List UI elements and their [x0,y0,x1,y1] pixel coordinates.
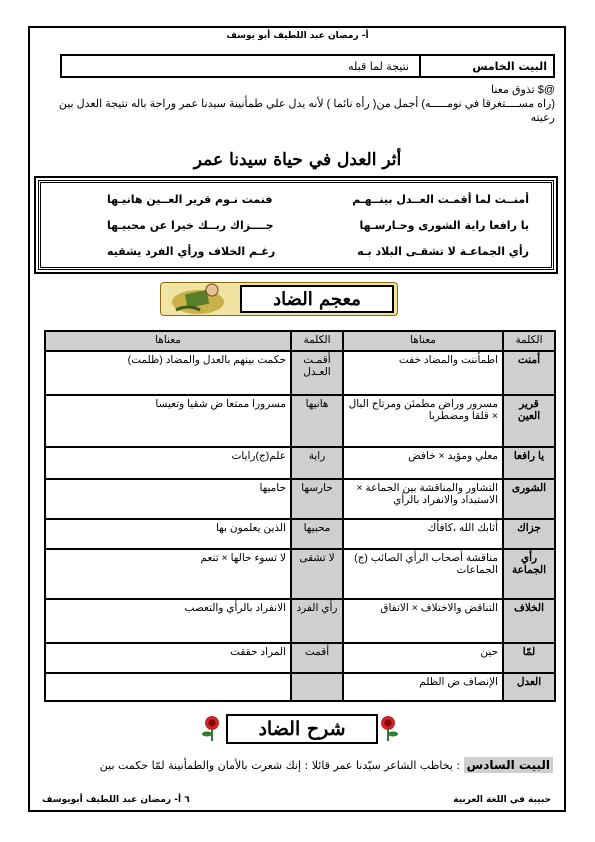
table-meaning: حين [343,643,503,673]
table-word: قرير العين [503,395,555,447]
table-row [45,395,555,447]
table-meaning: مناقشة أصحاب الرأي الصائب (ج) الجماعات [343,549,503,599]
table-meaning [45,673,291,701]
table-word: لمّا [503,643,555,673]
explain-banner [200,712,400,744]
verse-six-line [33,758,553,772]
poem-line-3-left: رغـم الخلاف ورأي الفرد يشقيه [107,245,276,258]
lexicon-table [44,330,556,702]
table-word: أقمت [291,643,343,673]
table-word: حارسها [291,479,343,519]
taste-text: (راه مســــتغرقا في نومـــــه) أجمل من( رأه نائما ) لأنه يدل علي طمأنينة سيدنا عمر وراحة باله نتيجة العدل بين رعيته [58,98,555,124]
verse-six-text: : يخاطب الشاعر سيّدنا عمر قائلا : إنك شعرت بالأمان والطمأنينة لمّا حكمت بين [99,759,461,772]
table-meaning: التشاور والمناقشة بين الجماعة × الاستبداد والانفراد بالرأي [343,479,503,519]
table-word: العدل [503,673,555,701]
table-row [45,519,555,549]
table-word: أقمـت العـدل [291,351,343,395]
rose-icon [376,714,400,742]
verse-five-row [60,54,555,78]
verse-five-label: البيت الخامس [419,56,553,76]
explain-title: شرح الضاد [258,718,346,740]
lexicon-title: معجم الضاد [273,288,361,310]
table-meaning: علم(ج)رايات [45,447,291,479]
table-word: جزاك [503,519,555,549]
table-meaning: الإنصاف ض الظلم [343,673,503,701]
table-meaning: حاميها [45,479,291,519]
table-word: الخلاف [503,599,555,643]
table-row [45,447,555,479]
table-word: راية [291,447,343,479]
header-word-1: الكلمة [503,331,555,351]
table-row [45,549,555,599]
taste-title: @$ تذوق معنا [491,84,555,96]
poem-line-1-left: فنمت نـوم قرير العــين هانيـها [107,193,273,206]
table-word: يا رافعا [503,447,555,479]
table-meaning: اطمأننت والمضاد خفت [343,351,503,395]
footer-author: ٦ أ- رمضان عبد اللطيف أبويوسف [42,795,190,805]
lexicon-banner [160,280,400,316]
table-row [45,673,555,701]
table-row [45,643,555,673]
table-meaning: معلي ومؤيد × خافض [343,447,503,479]
section-title: أثر العدل في حياة سيدنا عمر [193,150,402,170]
table-word: أمنت [503,351,555,395]
table-word: محبيها [291,519,343,549]
poem-line-2-left: جــــزاك ربــك خيرا عن محبيـها [107,219,274,232]
table-row [45,599,555,643]
table-word: هانيها [291,395,343,447]
verse-five-value: نتيجة لما قبله [348,59,409,73]
header-meaning-1: معناها [343,331,503,351]
table-meaning: أثابك الله ،كافأك [343,519,503,549]
table-row [45,351,555,395]
table-word: رأي الجماعة [503,549,555,599]
table-meaning: لا تسوء حالها × تنعم [45,549,291,599]
table-meaning: مسرور وراض مطمئن ومرتاح البال × قلقا ومضطربا [343,395,503,447]
table-word: رأي الفرد [291,599,343,643]
poem-line-2-right: يا رافعا راية الشورى وحـارسـها [359,219,529,232]
table-row [45,479,555,519]
table-meaning: مسرورا ممتعا ض شقيا وتعيسا [45,395,291,447]
table-meaning: الذين يعلمون بها [45,519,291,549]
table-meaning: حكمت بينهم بالعدل والمضاد (ظلمت) [45,351,291,395]
reader-illustration-icon [168,280,228,316]
table-word [291,673,343,701]
table-word: الشورى [503,479,555,519]
table-header-row [45,331,555,351]
poem-box [38,180,554,270]
poem-line-1-right: أمنــت لما أقمـت العــدل بينــهـم [352,193,529,206]
author-header: أ- رمضان عبد اللطيف أبو يوسف [226,31,369,41]
explain-title-frame [226,714,378,744]
header-meaning-2: معناها [45,331,291,351]
footer-title: حبيبة في اللغة العربية [453,795,551,805]
header-word-2: الكلمة [291,331,343,351]
table-word: لا تشقى [291,549,343,599]
verse-six-label: البيت السادس [464,757,553,773]
poem-line-3-right: رأي الجماعـة لا تشقـى البلاد بـه [357,245,529,258]
table-meaning: الانفراد بالرأي والتعصب [45,599,291,643]
rose-icon [200,714,224,742]
table-meaning: المراد حققت [45,643,291,673]
lexicon-title-frame [240,285,394,313]
table-meaning: التناقض والاختلاف × الاتفاق [343,599,503,643]
